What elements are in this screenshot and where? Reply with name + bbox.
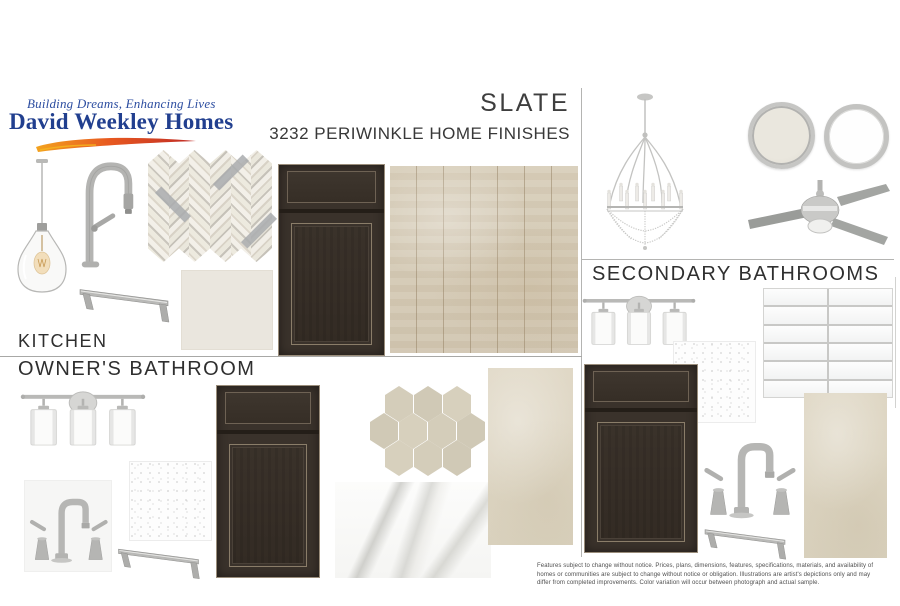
board-subtitle: 3232 PERIWINKLE HOME FINISHES xyxy=(269,123,570,143)
paint-lid-filled xyxy=(748,102,815,169)
cabinet-drawer-front xyxy=(279,165,384,213)
floor-tile-owner xyxy=(488,368,573,545)
cabinet-door-panel xyxy=(279,213,384,356)
cabinet-drawer-front xyxy=(217,386,319,434)
lavatory-faucet-owner xyxy=(28,486,108,566)
cabinet-bar-pull-owner xyxy=(115,539,202,582)
horizontal-divider-left xyxy=(0,356,582,357)
lavatory-faucet-secondary xyxy=(702,428,796,522)
cabinet-bar-pull-kitchen xyxy=(76,280,172,324)
owner-bath-cabinet-door xyxy=(216,385,320,578)
pendant-light xyxy=(14,155,70,295)
board-title-block xyxy=(200,90,570,144)
section-label-kitchen: KITCHEN xyxy=(18,331,108,351)
quartz-countertop-sample xyxy=(181,270,273,350)
secondary-bath-cabinet-door xyxy=(584,364,698,553)
wood-flooring-sample xyxy=(390,166,578,353)
cabinet-bar-pull-secondary xyxy=(701,521,789,561)
kitchen-faucet xyxy=(74,152,142,270)
section-label-secondary-bathrooms: SECONDARY BATHROOMS xyxy=(592,263,880,285)
cabinet-door-panel xyxy=(217,434,319,577)
horizontal-divider-right xyxy=(581,259,894,260)
disclaimer-text: Features subject to change without notice. Prices, plans, dimensions, features, specifications, materials, and availability of homes or communities are subject to change without notice or obligation. Illustrations are artist's depictions only and may differ from completed improvements. Color variation will occur between photograph and actual sample. xyxy=(537,563,874,587)
collection-title: SLATE xyxy=(480,89,570,117)
logo-tagline: Building Dreams, Enhancing Lives xyxy=(27,96,216,111)
cabinet-door-panel xyxy=(585,412,697,552)
marble-look-tile xyxy=(335,482,491,578)
cabinet-drawer-front xyxy=(585,365,697,412)
herringbone-backsplash-tile xyxy=(148,150,272,262)
vanity-light-owner xyxy=(19,386,147,449)
logo-brand-name: David Weekley Homes xyxy=(9,109,234,134)
floor-tile-secondary xyxy=(804,393,887,558)
countertop-sample-owner xyxy=(129,461,212,541)
subway-wall-tile xyxy=(763,288,893,398)
section-label-owners-bathroom: OWNER'S BATHROOM xyxy=(18,358,256,380)
ceiling-fan xyxy=(740,180,900,250)
vanity-light-secondary xyxy=(581,291,697,348)
kitchen-cabinet-door xyxy=(278,164,385,356)
chandelier xyxy=(595,89,695,254)
paint-lid-ring xyxy=(824,104,889,169)
hexagon-mosaic-tile xyxy=(370,386,486,478)
subway-photo-edge xyxy=(895,277,896,408)
